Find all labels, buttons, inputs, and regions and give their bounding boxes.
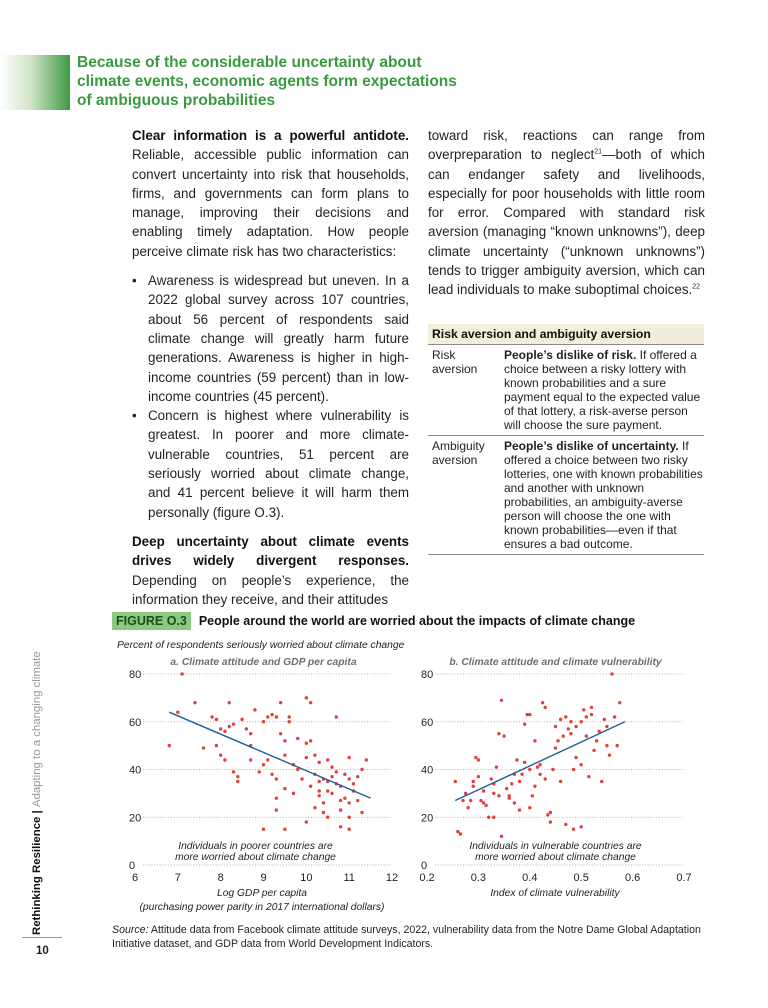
x-tick-label: 9 (260, 872, 267, 884)
data-point (180, 672, 183, 675)
y-tick-label: 20 (421, 812, 434, 825)
data-point (215, 744, 218, 747)
data-point (296, 737, 299, 740)
data-point (236, 775, 239, 778)
y-tick-label: 20 (129, 812, 142, 825)
data-point (518, 780, 521, 783)
data-point (559, 718, 562, 721)
data-point (518, 808, 521, 811)
x-tick-label: 6 (131, 872, 139, 884)
data-point (546, 813, 549, 816)
data-point (513, 801, 516, 804)
data-point (253, 708, 256, 711)
data-point (343, 773, 346, 776)
data-point (500, 699, 503, 702)
definition-bold: People’s dislike of uncertainty. (504, 439, 679, 453)
data-point (262, 720, 265, 723)
data-point (317, 780, 320, 783)
data-point (326, 758, 329, 761)
box-row-risk (428, 344, 704, 435)
chart-title: a. Climate attitude and GDP per capita (170, 657, 357, 668)
data-point (508, 794, 511, 797)
data-point (347, 756, 350, 759)
separator: | (31, 807, 43, 817)
data-point (569, 732, 572, 735)
data-point (538, 763, 541, 766)
data-point (562, 734, 565, 737)
data-point (347, 777, 350, 780)
y-tick-label: 40 (421, 764, 434, 777)
data-point (232, 722, 235, 725)
data-point (574, 725, 577, 728)
data-point (556, 739, 559, 742)
paragraph-continuation (428, 126, 705, 300)
data-point (283, 753, 286, 756)
data-point (533, 785, 536, 788)
data-point (275, 715, 278, 718)
data-point (580, 763, 583, 766)
y-tick-label: 80 (421, 669, 434, 681)
data-point (330, 775, 333, 778)
data-point (275, 777, 278, 780)
running-header-vertical (31, 651, 43, 935)
heading-accent-bar (0, 55, 70, 110)
paragraph-text: Reliable, accessible public information can convert uncertainty into risk that households, firms, and governments can form plans to manage, improving their decisions and enabling timely adaptation. How people perceive climate risk has two characteristics: (132, 147, 409, 259)
x-tick-label: 10 (300, 872, 313, 884)
data-point (300, 777, 303, 780)
data-point (292, 792, 295, 795)
bullet-item: • Concern is highest where vulnerability is greatest. In poorer and more climate-vulnerable countries, 51 percent are seriously worried about climate change, and 41 percent believe it will harm them personally (figure O.3). (132, 406, 409, 522)
figure-o3-charts (0, 630, 768, 915)
data-point (317, 789, 320, 792)
chart-title: b. Climate attitude and climate vulnerability (449, 657, 662, 668)
x-axis-label-secondary: (purchasing power parity in 2017 international dollars) (139, 902, 385, 913)
data-point (249, 758, 252, 761)
data-point (505, 787, 508, 790)
data-point (613, 715, 616, 718)
paragraph-deep-uncertainty (132, 532, 409, 609)
chart-annotation: Individuals in vulnerable countries are (469, 841, 642, 852)
data-point (343, 796, 346, 799)
data-point (615, 744, 618, 747)
data-point (456, 830, 459, 833)
data-point (479, 799, 482, 802)
data-point (266, 715, 269, 718)
data-point (536, 765, 539, 768)
x-tick-label: 7 (174, 872, 181, 884)
page-number: 10 (36, 945, 49, 957)
data-point (474, 756, 477, 759)
data-point (275, 808, 278, 811)
data-point (305, 696, 308, 699)
data-point (360, 811, 363, 814)
data-point (541, 701, 544, 704)
paragraph-text: toward risk, reactions can range from overpreparation to neglect (428, 128, 705, 163)
data-point (585, 715, 588, 718)
data-point (262, 827, 265, 830)
data-point (549, 820, 552, 823)
data-point (283, 739, 286, 742)
y-tick-label: 60 (421, 716, 434, 729)
x-tick-label: 12 (385, 872, 399, 884)
data-point (309, 739, 312, 742)
data-point (528, 768, 531, 771)
data-point (356, 799, 359, 802)
chart-a (129, 657, 398, 913)
paragraph-clear-information (132, 126, 409, 261)
data-point (335, 715, 338, 718)
left-column (132, 126, 409, 609)
data-point (572, 827, 575, 830)
book-subtitle: Adapting to a changing climate (31, 651, 43, 808)
y-tick-label: 0 (421, 860, 428, 872)
data-point (305, 756, 308, 759)
data-point (266, 758, 269, 761)
bullet-list (132, 271, 409, 522)
figure-source (112, 923, 712, 951)
data-point (580, 720, 583, 723)
data-point (618, 701, 621, 704)
data-point (482, 789, 485, 792)
data-point (610, 672, 613, 675)
data-point (592, 749, 595, 752)
data-point (347, 827, 350, 830)
data-point (288, 715, 291, 718)
data-point (262, 763, 265, 766)
data-point (168, 744, 171, 747)
lead-in-bold: Deep uncertainty about climate events drives widely divergent responses. (132, 533, 409, 569)
chart-annotation: more worried about climate change (175, 852, 336, 863)
section-heading: Because of the considerable uncertainty about climate events, economic agents form expectations of ambiguous probabilities (77, 54, 457, 109)
data-point (590, 713, 593, 716)
figure-y-axis-label: Percent of respondents seriously worried about climate change (117, 640, 405, 651)
data-point (330, 765, 333, 768)
data-point (317, 761, 320, 764)
data-point (365, 758, 368, 761)
chart-annotation: Individuals in poorer countries are (178, 841, 333, 852)
data-point (279, 701, 282, 704)
data-point (313, 753, 316, 756)
data-point (356, 775, 359, 778)
data-point (347, 801, 350, 804)
data-point (202, 746, 205, 749)
trend-line (455, 722, 625, 801)
lead-in-bold: Clear information is a powerful antidote. (132, 128, 409, 143)
y-tick-label: 0 (129, 860, 136, 872)
data-point (487, 816, 490, 819)
data-point (283, 787, 286, 790)
data-point (492, 816, 495, 819)
data-point (352, 782, 355, 785)
box-title: Risk aversion and ambiguity aversion (428, 324, 704, 344)
figure-label: FIGURE O.3 (112, 612, 191, 630)
x-tick-label: 0.6 (624, 872, 641, 884)
data-point (339, 799, 342, 802)
data-point (275, 796, 278, 799)
data-point (249, 732, 252, 735)
data-point (232, 770, 235, 773)
data-point (228, 725, 231, 728)
data-point (495, 765, 498, 768)
data-point (603, 718, 606, 721)
data-point (528, 806, 531, 809)
data-point (176, 711, 179, 714)
data-point (339, 825, 342, 828)
data-point (347, 816, 350, 819)
data-point (523, 761, 526, 764)
data-point (600, 780, 603, 783)
y-tick-label: 60 (129, 716, 142, 729)
data-point (554, 725, 557, 728)
paragraph-text: Depending on people’s experience, the information they receive, and their attitudes (132, 572, 409, 607)
source-label: Source: (112, 924, 149, 936)
trend-line (169, 712, 370, 798)
data-point (605, 744, 608, 747)
data-point (590, 706, 593, 709)
data-point (360, 768, 363, 771)
data-point (533, 739, 536, 742)
data-point (210, 715, 213, 718)
paragraph-text: —both of which can endanger safety and livelihoods, especially for poor households with little room for error. Compared with standard risk aversion (managing “known unknowns”), deep climate uncertainty (“unknown unknowns”) tends to trigger ambiguity aversion, which can lead individuals to make suboptimal choices. (428, 147, 705, 298)
data-point (466, 806, 469, 809)
footnote-ref[interactable]: 22 (692, 283, 701, 291)
data-point (240, 718, 243, 721)
data-point (313, 806, 316, 809)
data-point (531, 794, 534, 797)
data-point (477, 758, 480, 761)
data-point (477, 775, 480, 778)
data-point (538, 773, 541, 776)
data-point (585, 734, 588, 737)
x-axis-label: Index of climate vulnerability (490, 888, 620, 899)
data-point (228, 701, 231, 704)
data-point (574, 756, 577, 759)
data-point (497, 732, 500, 735)
data-point (326, 816, 329, 819)
data-point (472, 785, 475, 788)
x-axis-label: Log GDP per capita (216, 888, 308, 899)
data-point (330, 792, 333, 795)
data-point (223, 758, 226, 761)
data-point (309, 785, 312, 788)
x-tick-label: 0.4 (522, 872, 538, 884)
data-point (605, 725, 608, 728)
data-point (520, 773, 523, 776)
data-point (510, 782, 513, 785)
data-point (469, 799, 472, 802)
x-tick-label: 11 (343, 872, 355, 884)
data-point (215, 718, 218, 721)
box-term: Risk aversion (432, 348, 478, 376)
page-number-rule (22, 937, 62, 938)
data-point (270, 773, 273, 776)
data-point (339, 808, 342, 811)
data-point (258, 770, 261, 773)
data-point (317, 794, 320, 797)
data-point (587, 775, 590, 778)
x-tick-label: 0.5 (573, 872, 589, 884)
data-point (309, 701, 312, 704)
box-term: Ambiguity aversion (432, 439, 485, 467)
data-point (245, 727, 248, 730)
data-point (580, 825, 583, 828)
data-point (472, 780, 475, 783)
data-point (544, 706, 547, 709)
data-point (502, 734, 505, 737)
data-point (582, 708, 585, 711)
data-point (484, 804, 487, 807)
x-tick-label: 8 (217, 872, 224, 884)
data-point (322, 801, 325, 804)
figure-header (112, 612, 635, 630)
data-point (569, 720, 572, 723)
data-point (528, 713, 531, 716)
x-tick-label: 0.2 (419, 872, 435, 884)
data-point (500, 835, 503, 838)
data-point (608, 753, 611, 756)
data-point (515, 758, 518, 761)
data-point (490, 777, 493, 780)
data-point (236, 780, 239, 783)
source-text: Attitude data from Facebook climate attitude surveys, 2022, vulnerability data from the Notre Dame Global Adaptation Initiative dataset, and GDP data from World Development Indicators. (112, 924, 701, 950)
data-point (219, 753, 222, 756)
x-tick-label: 0.7 (676, 872, 692, 884)
data-point (497, 794, 500, 797)
book-title: Rethinking Resilience (31, 816, 43, 935)
box-definition (504, 439, 704, 551)
data-point (567, 727, 570, 730)
figure-title: People around the world are worried about the impacts of climate change (198, 614, 636, 628)
data-point (459, 832, 462, 835)
data-point (288, 720, 291, 723)
data-point (335, 770, 338, 773)
footnote-ref[interactable]: 21 (594, 148, 603, 156)
data-point (549, 811, 552, 814)
x-tick-label: 0.3 (470, 872, 487, 884)
data-point (270, 713, 273, 716)
chart-annotation: more worried about climate change (475, 852, 636, 863)
definition-text: If offered a choice between a risky lottery with known probabilities and a sure payment equal to the expected value of that lottery, a risk-averse person will choose the sure payment. (504, 348, 701, 432)
definition-bold: People’s dislike of risk. (504, 348, 637, 362)
data-point (461, 799, 464, 802)
data-point (326, 789, 329, 792)
data-point (572, 768, 575, 771)
data-point (193, 701, 196, 704)
data-point (223, 730, 226, 733)
y-tick-label: 80 (129, 669, 142, 681)
data-point (279, 732, 282, 735)
box-definition (504, 348, 704, 432)
definition-text: If offered a choice between two risky lotteries, one with known probabilities and another with unknown probabilities, an ambiguity-averse person will choose the one with known probabilities—even if that ensures a bad outcome. (504, 439, 703, 551)
data-point (559, 780, 562, 783)
data-point (492, 792, 495, 795)
data-point (564, 715, 567, 718)
data-point (305, 742, 308, 745)
data-point (482, 801, 485, 804)
data-point (305, 820, 308, 823)
data-point (564, 823, 567, 826)
y-tick-label: 40 (129, 764, 142, 777)
definition-box (428, 324, 704, 555)
data-point (551, 768, 554, 771)
data-point (283, 827, 286, 830)
data-point (454, 780, 457, 783)
data-point (554, 746, 557, 749)
data-point (523, 722, 526, 725)
data-point (595, 739, 598, 742)
chart-b (419, 657, 691, 899)
data-point (219, 727, 222, 730)
bullet-item: • Awareness is widespread but uneven. In a 2022 global survey across 107 countries, about 56 percent of respondents said climate change will greatly harm future generations. Awareness is higher in high-income countries (59 percent) than in low-income countries (45 percent). (132, 271, 409, 406)
data-point (544, 777, 547, 780)
box-row-ambiguity (428, 435, 704, 555)
data-point (322, 811, 325, 814)
right-column (428, 126, 705, 300)
